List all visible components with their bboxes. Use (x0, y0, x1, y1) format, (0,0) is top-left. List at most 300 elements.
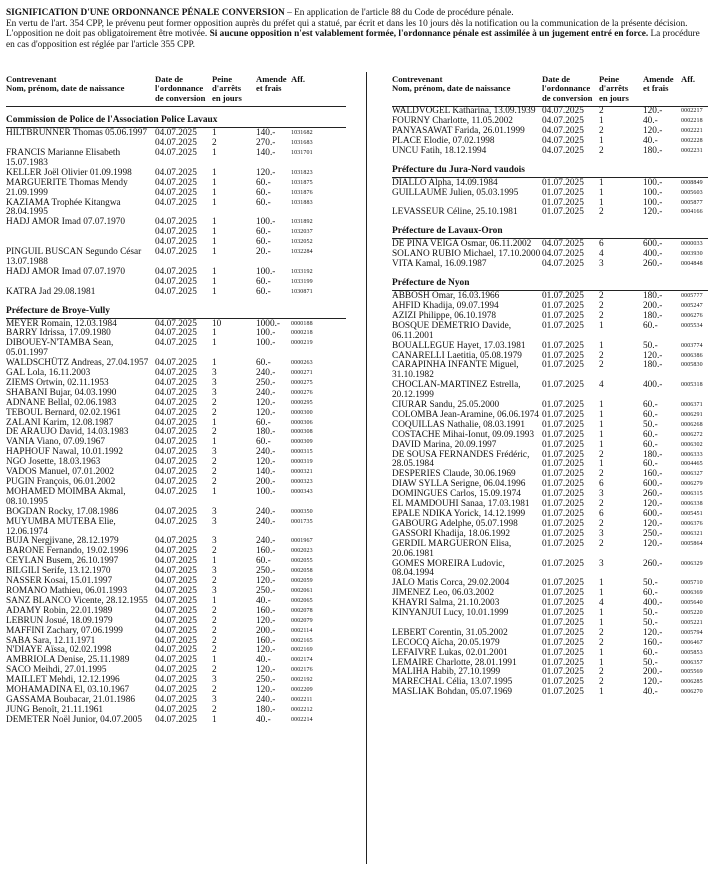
detention-days: 2 (212, 457, 217, 468)
case-number: 0000308 (291, 429, 313, 436)
detention-days: 3 (599, 259, 604, 270)
offender-name: MAILLET Mehdi, 12.12.1996 (6, 675, 120, 686)
case-number: 0005794 (681, 629, 703, 636)
fine-amount: 120.- (643, 499, 663, 510)
offender-name: LEBRUN Josué, 18.09.1979 (6, 615, 113, 626)
fine-amount: 60.- (643, 400, 658, 411)
table-row (392, 381, 708, 401)
offender-name: SHABANI Bujar, 04.03.1990 (6, 387, 117, 398)
conversion-date: 04.07.2025 (155, 635, 197, 646)
case-number: 0000323 (291, 479, 313, 486)
offender-name: SOLANO RUBIO Michael, 17.10.2000 (392, 249, 541, 260)
case-number: 0002212 (291, 706, 313, 713)
fine-amount: 250.- (643, 528, 663, 539)
offender-name: PINGUIL BUSCAN Segundo César 13.07.1988 (6, 247, 142, 267)
detention-days: 3 (212, 566, 217, 577)
detention-days: 3 (212, 368, 217, 379)
header-aff: Aff. (291, 74, 306, 84)
detention-days: 2 (212, 477, 217, 488)
detention-days: 1 (599, 657, 604, 668)
detention-days: 3 (599, 558, 604, 569)
detention-days: 2 (212, 625, 217, 636)
detention-days: 2 (212, 427, 217, 438)
fine-amount: 100.- (256, 486, 276, 497)
conversion-date: 04.07.2025 (155, 407, 197, 418)
offender-name: BARONE Fernando, 19.02.1996 (6, 546, 129, 557)
fine-amount: 40.- (256, 655, 271, 666)
offender-name: KAZIAMA Trophée Kitangwa 28.04.1995 (6, 197, 121, 218)
case-number: 0008849 (681, 179, 703, 186)
detention-days: 3 (212, 694, 217, 705)
offender-name: VADOS Manuel, 07.01.2002 (6, 467, 115, 478)
case-number: 0002023 (291, 548, 313, 555)
conversion-date: 01.07.2025 (542, 509, 584, 519)
offender-name: CHOCLAN-MARTINEZ Estrella, 20.12.1999 (392, 380, 521, 401)
conversion-date: 01.07.2025 (542, 300, 584, 311)
case-number: 0000315 (291, 449, 313, 456)
detention-days: 2 (212, 576, 217, 587)
fine-amount: 600.- (643, 479, 663, 490)
detention-days: 1 (212, 714, 217, 725)
fine-amount: 120.- (256, 397, 276, 408)
case-number: 1030871 (291, 288, 313, 295)
conversion-date: 01.07.2025 (542, 598, 584, 609)
offender-name: DAVID Marina, 20.09.1997 (392, 439, 497, 450)
fine-amount: 240.- (256, 694, 276, 705)
case-number: 0002221 (681, 128, 703, 135)
fine-amount: 100.- (643, 177, 663, 188)
detention-days: 1 (599, 409, 604, 420)
fine-amount: 60.- (256, 358, 271, 369)
header-name: Contrevenant Nom, prénom, date de naissance (392, 74, 511, 94)
fine-amount: 50.- 50.- (643, 608, 658, 628)
offender-name: MARECHAL Célia, 13.07.1995 (392, 677, 513, 688)
offender-name: MARGUERITE Thomas Mendy 21.09.1999 (6, 177, 128, 198)
case-number: 0006386 (681, 352, 703, 359)
detention-days: 1 (599, 135, 604, 146)
fine-amount: 140.- (256, 467, 276, 478)
table-row (6, 339, 346, 359)
fine-amount: 260.- (643, 558, 663, 569)
offender-name: AZIZI Philippe, 06.10.1978 (392, 310, 497, 321)
detention-days: 2 (599, 677, 604, 688)
conversion-date: 04.07.2025 (155, 625, 197, 636)
conversion-date: 04.07.2025 (155, 675, 197, 686)
conversion-date: 04.07.2025 (155, 387, 197, 398)
detention-days: 1 (599, 419, 604, 430)
case-number: 0002165 (291, 637, 313, 644)
case-number: 0002061 (291, 587, 313, 594)
offender-name: GUILLAUME Julien, 05.03.1995 (392, 187, 519, 198)
detention-days: 4 (599, 249, 604, 260)
conversion-date: 01.07.2025 (542, 687, 584, 698)
offender-name: ZALANI Karim, 12.08.1987 (6, 417, 114, 428)
fine-amount: 160.- (256, 635, 276, 646)
fine-amount: 100.- 60.- (256, 266, 276, 287)
detention-days: 1 (212, 358, 217, 369)
case-number: 0005864 (681, 540, 703, 547)
detention-days: 2 (212, 467, 217, 478)
case-number: 0005220 0005221 (681, 610, 703, 626)
offender-name: KATRA Jad 29.08.1981 (6, 286, 96, 297)
offender-name: KINYANJUI Lucy, 10.01.1999 (392, 608, 509, 619)
conversion-date: 01.07.2025 (542, 647, 584, 658)
offender-name: FRANCIS Marianne Elisabeth 15.07.1983 (6, 148, 121, 168)
table-header (392, 72, 708, 107)
conversion-date: 01.07.2025 (542, 207, 584, 218)
fine-amount: 60.- (643, 409, 658, 420)
conversion-date: 04.07.2025 (155, 704, 197, 715)
conversion-date: 04.07.2025 (155, 615, 197, 626)
conversion-date: 04.07.2025 (155, 665, 197, 676)
offender-name: ADNANE Bellal, 02.06.1983 (6, 397, 117, 408)
table-row (6, 179, 346, 199)
conversion-date: 01.07.2025 (542, 637, 584, 648)
table-row (392, 322, 708, 342)
detention-days: 3 (212, 377, 217, 388)
case-number: 0000343 (291, 488, 313, 495)
detention-days: 1 (212, 247, 217, 258)
detention-days: 1 1 (599, 608, 604, 628)
conversion-date: 01.07.2025 (542, 419, 584, 430)
conversion-date: 04.07.2025 (155, 368, 197, 379)
fine-amount: 100.- 60.- 60.- (256, 217, 276, 248)
case-number: 0002174 (291, 657, 313, 664)
offender-name: MASLIAK Bohdan, 05.07.1969 (392, 687, 513, 698)
conversion-date: 04.07.2025 (155, 417, 197, 428)
conversion-date: 04.07.2025 (155, 605, 197, 616)
case-number: 0006291 (681, 411, 703, 418)
case-number: 0003774 (681, 342, 703, 349)
table-row (6, 129, 346, 149)
offender-name: GASSAMA Boubacar, 21.01.1986 (6, 694, 136, 705)
detention-days: 1 (212, 148, 217, 158)
offender-name: UNCU Fatih, 18.12.1994 (392, 145, 487, 156)
detention-days: 6 (599, 239, 604, 250)
detention-days: 3 (212, 447, 217, 458)
conversion-date: 01.07.2025 (542, 479, 584, 490)
conversion-date: 04.07.2025 (155, 714, 197, 725)
detention-days: 2 (212, 704, 217, 715)
header-date: Date de l'ordonnance de conversion (542, 74, 593, 103)
offender-name: LEBERT Corentin, 31.05.2002 (392, 627, 508, 638)
header-amende: Amende et frais (256, 74, 287, 94)
offender-name: MOHAMADINA El, 03.10.1967 (6, 685, 130, 696)
detention-days: 1 2 (212, 128, 217, 149)
case-number: 0005247 (681, 302, 703, 309)
offender-name: DIALLO Alpha, 14.09.1984 (392, 177, 498, 188)
detention-days: 1 (212, 556, 217, 567)
left-table-body (6, 115, 346, 725)
fine-amount: 20.- (256, 247, 271, 258)
fine-amount: 60.- (643, 588, 658, 599)
offender-name: HAPHOUF Nawal, 10.01.1992 (6, 447, 123, 458)
conversion-date: 01.07.2025 (542, 667, 584, 678)
right-table-top (392, 107, 708, 157)
detention-days: 1 (212, 167, 217, 178)
table-row (6, 716, 346, 726)
conversion-date: 04.07.2025 (155, 377, 197, 388)
offender-name: CARAPINHA INFANTE Miguel, 31.10.1982 (392, 360, 519, 381)
offender-name: JALO Matis Corca, 29.02.2004 (392, 578, 510, 589)
detention-days: 2 1 (599, 449, 604, 470)
fine-amount: 60.- 60.- (256, 177, 271, 198)
detention-days: 4 (599, 598, 604, 609)
offender-name: GERDIL MARGUERON Elisa, 20.06.1981 (392, 538, 512, 559)
fine-amount: 120.- (256, 615, 276, 626)
detention-days: 2 (599, 469, 604, 480)
conversion-date: 04.07.2025 (155, 576, 197, 587)
right-table-body (392, 165, 708, 698)
offender-name: DEMETER Noël Junior, 04.07.2005 (6, 714, 142, 725)
fine-amount: 160.- (643, 469, 663, 480)
conversion-date: 04.07.2025 04.07.2025 04.07.2025 (155, 217, 197, 248)
table-row (6, 518, 346, 538)
case-number: 0006279 (681, 481, 703, 488)
conversion-date: 04.07.2025 (542, 239, 584, 250)
section-title: Préfecture du Jura-Nord vaudois (392, 165, 708, 178)
offender-name: KHAYRI Salma, 21.10.2003 (392, 598, 500, 609)
detention-days: 2 (212, 635, 217, 646)
detention-days: 2 (599, 300, 604, 311)
case-number: 0005534 (681, 322, 703, 329)
conversion-date: 01.07.2025 (542, 291, 584, 302)
conversion-date: 01.07.2025 (542, 380, 584, 391)
conversion-date: 01.07.2025 (542, 578, 584, 589)
case-number: 0002176 (291, 667, 313, 674)
fine-amount: 40.- (643, 687, 658, 698)
fine-amount: 120.- (256, 167, 276, 178)
case-number: 0000276 (291, 389, 313, 396)
case-number: 0000350 (291, 508, 313, 515)
detention-days: 1 (599, 116, 604, 127)
detention-days: 1 (212, 328, 217, 339)
detention-days: 3 (212, 585, 217, 596)
case-number: 0005853 (681, 649, 703, 656)
offender-name: VANIA Viano, 07.09.1967 (6, 437, 106, 448)
fine-amount: 600.- (643, 239, 663, 250)
offender-name: WALDVOGEL Katharina, 13.09.1939 (392, 106, 536, 117)
detention-days: 3 (599, 528, 604, 539)
offender-name: CANARELLI Laetitia, 05.08.1979 (392, 350, 522, 361)
case-number: 0001735 (291, 518, 313, 525)
fine-amount: 50.- (643, 419, 658, 430)
fine-amount: 240.- (256, 447, 276, 458)
table-row (392, 189, 708, 209)
offender-name: DOMINGUES Carlos, 15.09.1974 (392, 489, 521, 500)
column-divider (366, 72, 367, 864)
intro-paragraph (6, 8, 706, 50)
conversion-date: 04.07.2025 (155, 506, 197, 517)
fine-amount: 180.- (643, 310, 663, 321)
offender-name: AHFID Khadija, 09.07.1994 (392, 300, 499, 311)
offender-name: PLACE Elodie, 07.02.1998 (392, 135, 495, 146)
offender-name: MOHAMED MOIMBA Akmal, 08.10.1995 (6, 486, 126, 507)
offender-name: COLOMBA Jean-Aramine, 06.06.1974 (392, 409, 539, 420)
conversion-date: 04.07.2025 (155, 477, 197, 488)
offender-name: JIMENEZ Leo, 06.03.2002 (392, 588, 494, 599)
conversion-date: 04.07.2025 (155, 397, 197, 408)
conversion-date: 04.07.2025 04.07.2025 (155, 177, 197, 198)
fine-amount: 60.- (256, 417, 271, 428)
case-number: 0006270 (681, 689, 703, 696)
fine-amount: 250.- (256, 566, 276, 577)
offender-name: MALIHA Habib, 27.10.1999 (392, 667, 501, 678)
header-peine: Peine d'arrêts en jours (212, 74, 242, 103)
fine-amount: 100.- (256, 338, 276, 349)
detention-days: 1 1 (599, 187, 604, 208)
offender-name: HADJ AMOR Imad 07.07.1970 (6, 217, 126, 228)
case-number: 0006329 (681, 560, 703, 567)
offender-name: LECOCQ Aïcha, 20.05.1979 (392, 637, 500, 648)
detention-days: 1 (212, 417, 217, 428)
fine-amount: 120.- (256, 665, 276, 676)
case-number: 0002065 (291, 597, 313, 604)
case-number: 0002209 (291, 687, 313, 694)
case-number: 0002079 (291, 617, 313, 624)
detention-days: 3 (212, 536, 217, 547)
case-number: 0006376 (681, 520, 703, 527)
fine-amount: 240.- (256, 368, 276, 379)
fine-amount: 40.- (256, 714, 271, 725)
conversion-date: 01.07.2025 (542, 528, 584, 539)
case-number: 0000263 (291, 360, 313, 367)
case-number: 0002114 (291, 627, 313, 634)
case-number: 1031875 1031876 (291, 179, 313, 196)
conversion-date: 01.07.2025 (542, 350, 584, 361)
detention-days: 1 (599, 578, 604, 589)
detention-days: 2 (599, 207, 604, 218)
fine-amount: 60.- (256, 197, 271, 208)
fine-amount: 260.- (643, 259, 663, 270)
detention-days: 2 (212, 605, 217, 616)
conversion-date: 01.07.2025 (542, 677, 584, 688)
fine-amount: 50.- (643, 578, 658, 589)
fine-amount: 120.- (643, 677, 663, 688)
fine-amount: 240.- (256, 387, 276, 398)
offender-name: GABOURG Adelphe, 05.07.1998 (392, 518, 518, 529)
offender-name: GOMES MOREIRA Ludovic, 08.04.1994 (392, 558, 505, 579)
case-number: 0000295 (291, 399, 313, 406)
conversion-date: 01.07.2025 (542, 409, 584, 420)
case-number: 0002059 (291, 578, 313, 585)
detention-days: 1 (212, 437, 217, 448)
conversion-date: 04.07.2025 (542, 135, 584, 146)
fine-amount: 180.- (256, 704, 276, 715)
detention-days: 1 1 (212, 177, 217, 198)
offender-name: EL MAMDOUHI Sanaa, 17.03.1981 (392, 499, 530, 510)
conversion-date: 01.07.2025 (542, 340, 584, 351)
offender-name: HADJ AMOR Imad 07.07.1970 (6, 266, 126, 277)
offender-name: SACO Meihdi, 27.01.1995 (6, 665, 107, 676)
case-number: 0002078 (291, 607, 313, 614)
conversion-date: 04.07.2025 (155, 286, 197, 297)
fine-amount: 240.- (256, 536, 276, 547)
conversion-date: 01.07.2025 (542, 558, 584, 569)
offender-name: GASSORI Khadija, 18.06.1992 (392, 528, 511, 539)
detention-days: 10 (212, 318, 222, 329)
conversion-date: 04.07.2025 04.07.2025 (155, 128, 197, 149)
detention-days: 2 (212, 645, 217, 656)
offender-name: DIBOUEY-N'TAMBA Sean, 05.01.1997 (6, 338, 114, 359)
case-number: 0006327 (681, 471, 703, 478)
conversion-date: 04.07.2025 (155, 427, 197, 438)
case-number: 0006315 (681, 491, 703, 498)
case-number: 0002192 (291, 677, 313, 684)
table-row (6, 248, 346, 268)
fine-amount: 140.- 270.- (256, 128, 276, 149)
offender-name: DE PINA VEIGA Osmar, 06.11.2002 (392, 239, 532, 250)
offender-name: SABA Sara, 12.11.1971 (6, 635, 96, 646)
offender-name: BUJA Nergjivane, 28.12.1979 (6, 536, 119, 547)
table-row (392, 342, 708, 352)
offender-name: MUYUMBA MUTEBA Elie, 12.06.1974 (6, 516, 116, 537)
case-number: 0004848 (681, 261, 703, 268)
notice-body: En vertu de l'art. 354 CPP, le prévenu peut former opposition auprès du préfet qui a statué, par écrit et dans les 10 jours dès la notification ou la communication de la présente décision. L'opposition ne doit pas obligatoirement être motivée. (6, 18, 688, 40)
detention-days: 1 (212, 197, 217, 208)
fine-amount: 140.- (256, 148, 276, 158)
conversion-date: 04.07.2025 (155, 486, 197, 497)
case-number: 0005777 (681, 293, 703, 300)
case-number: 0002211 (291, 696, 313, 703)
conversion-date: 04.07.2025 (155, 467, 197, 478)
conversion-date: 04.07.2025 (542, 259, 584, 270)
case-number: 0000033 (681, 241, 703, 248)
fine-amount: 100.- (256, 328, 276, 339)
detention-days: 1 (599, 340, 604, 351)
section-title: Préfecture de Lavaux-Oron (392, 226, 708, 239)
case-number: 0002214 (291, 716, 313, 723)
conversion-date: 04.07.2025 (155, 338, 197, 349)
detention-days: 6 (599, 479, 604, 490)
table-row (6, 149, 346, 169)
offender-name: LEFAIVRE Lukas, 02.01.2001 (392, 647, 508, 658)
conversion-date: 01.07.2025 (542, 360, 584, 371)
fine-amount: 250.- (256, 585, 276, 596)
detention-days: 2 (599, 360, 604, 371)
conversion-date: 04.07.2025 (155, 566, 197, 577)
detention-days: 1 (599, 647, 604, 658)
conversion-date: 01.07.2025 01.07.2025 (542, 449, 584, 470)
offender-name: DE SOUSA FERNANDES Frédéric, 28.05.1984 (392, 449, 530, 470)
detention-days: 2 (599, 499, 604, 510)
case-number: 0005318 (681, 382, 703, 389)
case-number: 0000219 (291, 340, 313, 347)
offender-name: BOSQUE DEMETRIO Davide, 06.11.2001 (392, 320, 512, 341)
fine-amount: 240.- (256, 506, 276, 517)
detention-days: 1 (212, 286, 217, 297)
offender-name: ABBOSH Omar, 16.03.1966 (392, 291, 500, 302)
detention-days: 1 (212, 655, 217, 666)
fine-amount: 120.- (643, 207, 663, 218)
detention-days: 2 (599, 627, 604, 638)
detention-days: 2 (599, 518, 604, 529)
conversion-date: 04.07.2025 (542, 106, 584, 117)
fine-amount: 160.- (643, 637, 663, 648)
offender-name: ZIEMS Ortwin, 02.11.1953 (6, 377, 109, 388)
notice-tail: La procédure en cas d'opposition est réglée par l'article 355 CPP. (6, 29, 700, 50)
case-number: 0006357 (681, 659, 703, 666)
conversion-date: 04.07.2025 (542, 145, 584, 156)
detention-days: 4 (599, 380, 604, 391)
table-row (392, 361, 708, 381)
fine-amount: 180.- (643, 360, 663, 371)
conversion-date: 04.07.2025 (155, 318, 197, 329)
fine-amount: 120.- (643, 538, 663, 549)
conversion-date: 04.07.2025 (155, 556, 197, 567)
offender-name: FOURNY Charlotte, 11.05.2002 (392, 116, 513, 127)
fine-amount: 60.- (643, 439, 658, 450)
